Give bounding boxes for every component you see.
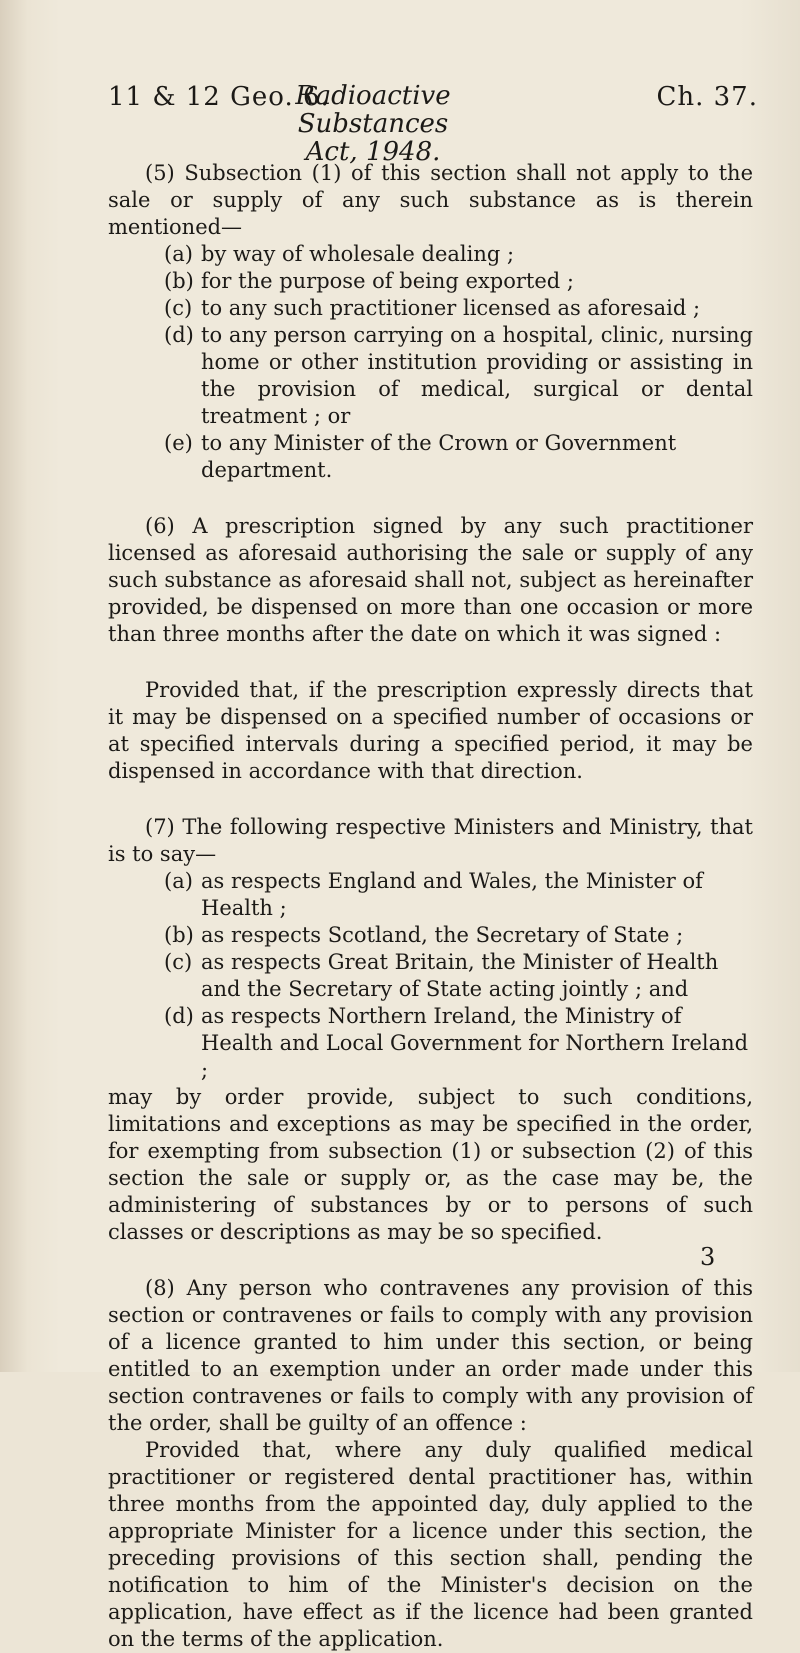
subsection-8 xyxy=(108,1275,753,1653)
subsection-5 xyxy=(108,160,753,484)
subsection-7 xyxy=(108,814,753,1246)
subsection-7-list xyxy=(108,868,753,1084)
subsection-7-closing: may by order provide, subject to such conditions, limitations and exceptions as may be specified in the order, for exempting from subsection (1) or subsection (2) of this section the sale or supply or, as the case may be, the administering of substances by or to persons of such classes or descriptions as may be so specified. xyxy=(108,1085,753,1244)
list-item: (d) to any person carrying on a hospital, clinic, nursing home or other institution providing or assisting in the provision of medical, surgical or dental treatment ; or xyxy=(164,323,753,428)
header-act-title xyxy=(253,82,493,166)
list-item: (b) as respects Scotland, the Secretary of State ; xyxy=(164,923,684,947)
list-item: (c) to any such practitioner licensed as aforesaid ; xyxy=(164,296,701,320)
header-regnal-year: 11 & 12 Geo. 6. xyxy=(108,82,330,112)
header-title-line1: Radioactive Substances xyxy=(295,81,451,139)
list-item: (a) by way of wholesale dealing ; xyxy=(164,242,515,266)
list-item: (c) as respects Great Britain, the Minister of Health and the Secretary of State acting jointly ; and xyxy=(164,950,719,1001)
subsection-5-list xyxy=(108,241,753,484)
subsection-6-proviso: Provided that, if the prescription expressly directs that it may be dispensed on a specified number of occasions or at specified intervals during a specified period, it may be dispensed in accordance with that direction. xyxy=(108,678,753,783)
running-header xyxy=(108,81,758,167)
subsection-5-intro: (5) Subsection (1) of this section shall not apply to the sale or supply of any such substance as is therein mentioned— xyxy=(108,161,753,239)
header-chapter: Ch. 37. xyxy=(656,82,758,112)
list-item: (e) to any Minister of the Crown or Government department. xyxy=(164,431,677,482)
list-item: (d) as respects Northern Ireland, the Ministry of Health and Local Government for Northern Ireland ; xyxy=(164,1004,749,1082)
subsection-7-intro: (7) The following respective Ministers and Ministry, that is to say— xyxy=(108,815,753,866)
page-number: 3 xyxy=(700,1243,716,1271)
list-item: (b) for the purpose of being exported ; xyxy=(164,269,574,293)
list-item: (a) as respects England and Wales, the Minister of Health ; xyxy=(164,869,703,920)
subsection-6 xyxy=(108,513,753,785)
subsection-6-text: (6) A prescription signed by any such practitioner licensed as aforesaid authorising the sale or supply of any such substance as aforesaid shall not, subject as hereinafter provided, be dispensed on more than one occasion or more than three months after the date on which it was signed : xyxy=(108,514,753,646)
header-title-line2: Act, 1948. xyxy=(305,137,441,167)
subsection-8-proviso: Provided that, where any duly qualified medical practitioner or registered dental practitioner has, within three months from the appointed day, duly applied to the appropriate Minister for a licence under this section, the preceding provisions of this section shall, pending the notification to him of the Minister's decision on the application, have effect as if the licence had been granted on the terms of the application. xyxy=(108,1438,753,1651)
subsection-8-text: (8) Any person who contravenes any provision of this section or contravenes or fails to comply with any provision of a licence granted to him under this section, or being entitled to an exemption under an order made under this section contravenes or fails to comply with any provision of the order, shall be guilty of an offence : xyxy=(108,1276,753,1435)
document-body xyxy=(108,160,753,1653)
